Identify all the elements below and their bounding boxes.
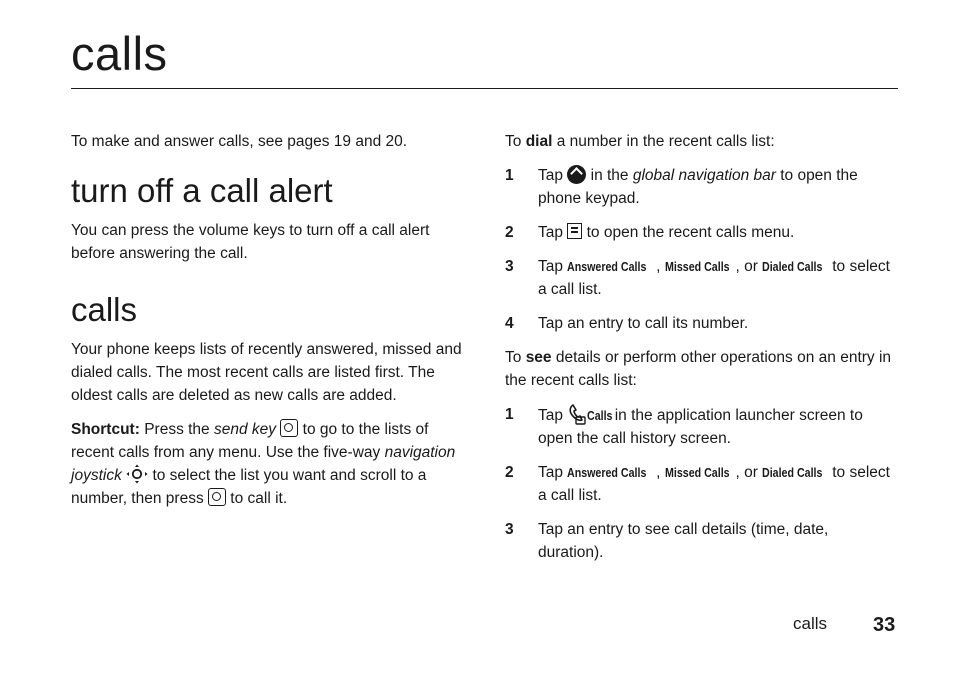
intro-text: To make and answer calls, see pages 19 and 20. bbox=[71, 133, 408, 150]
calls-app-icon bbox=[567, 403, 587, 425]
calls-text: Your phone keeps lists of recently answered, missed and dialed calls. The most recent calls are listed first. The oldest calls are deleted as new calls are added. bbox=[71, 341, 462, 404]
step-text-part: to select a call list. bbox=[538, 258, 890, 298]
dial-lead-to: To bbox=[505, 133, 526, 150]
see-lead-bold: see bbox=[525, 349, 552, 366]
step-text-part: , bbox=[656, 464, 665, 481]
step-text: Tap an entry to see call details (time, date, duration). bbox=[538, 521, 829, 561]
shortcut-text-2: to go to the lists of recent calls from any menu. Use the five-way bbox=[71, 421, 429, 461]
see-step bbox=[505, 403, 898, 450]
alert-heading: turn off a call alert bbox=[71, 172, 333, 209]
dial-step bbox=[505, 255, 898, 301]
shortcut-text-4: to call it. bbox=[226, 490, 288, 507]
step-text-part: in the application launcher screen to open the call history screen. bbox=[538, 407, 863, 447]
see-step bbox=[505, 461, 898, 507]
shortcut-text-3: to select the list you want and scroll to a number, then press bbox=[71, 467, 427, 507]
navigation-joystick-label: navigation joystick bbox=[71, 444, 456, 484]
shortcut-text-1: Press the bbox=[139, 421, 214, 438]
recent-calls-menu-icon bbox=[567, 223, 582, 239]
see-step bbox=[505, 518, 898, 564]
missed-calls-label: Missed Calls bbox=[664, 465, 730, 480]
step-text bbox=[538, 461, 898, 507]
step-text-part: to open the recent calls menu. bbox=[582, 224, 795, 241]
send-key-icon bbox=[208, 488, 226, 506]
global-nav-bar-label: global navigation bar bbox=[632, 167, 776, 184]
step-text-part: in the bbox=[586, 167, 633, 184]
answered-calls-label: Answered Calls bbox=[567, 465, 647, 480]
answered-calls-label: Answered Calls bbox=[567, 259, 647, 274]
dialed-calls-label: Dialed Calls bbox=[762, 465, 823, 480]
step-number: 2 bbox=[505, 464, 514, 481]
step-text-part: , or bbox=[735, 464, 763, 481]
page-title: calls bbox=[71, 27, 168, 80]
dial-step bbox=[505, 164, 898, 210]
step-text bbox=[538, 221, 898, 244]
dial-step bbox=[505, 312, 898, 335]
send-key-icon bbox=[280, 419, 298, 437]
dialed-calls-label: Dialed Calls bbox=[762, 259, 823, 274]
shortcut-paragraph bbox=[71, 418, 463, 510]
see-lead bbox=[505, 346, 898, 392]
left-column bbox=[71, 130, 463, 510]
step-number: 3 bbox=[505, 258, 514, 275]
step-number: 4 bbox=[505, 315, 514, 332]
navigation-joystick-icon bbox=[126, 464, 148, 484]
right-column bbox=[505, 130, 898, 564]
see-lead-to: To bbox=[505, 349, 526, 366]
step-text-part: Tap bbox=[538, 464, 568, 481]
title-divider bbox=[71, 88, 898, 89]
step-number: 1 bbox=[505, 406, 514, 423]
step-text bbox=[538, 164, 898, 210]
send-key-label: send key bbox=[213, 421, 277, 438]
step-text-part: , or bbox=[735, 258, 763, 275]
step-text-part: to select a call list. bbox=[538, 464, 890, 504]
dial-lead-rest: a number in the recent calls list: bbox=[552, 133, 775, 150]
calls-app-label: Calls bbox=[587, 408, 613, 423]
step-number: 1 bbox=[505, 167, 514, 184]
step-number: 3 bbox=[505, 521, 514, 538]
step-text-part: Tap bbox=[538, 407, 568, 424]
see-lead-rest: details or perform other operations on an entry in the recent calls list: bbox=[505, 349, 892, 389]
step-text-part: Tap bbox=[538, 258, 568, 275]
missed-calls-label: Missed Calls bbox=[664, 259, 730, 274]
step-text bbox=[538, 403, 898, 450]
alert-text: You can press the volume keys to turn off a call alert before answering the call. bbox=[71, 222, 430, 262]
step-text: Tap an entry to call its number. bbox=[538, 315, 749, 332]
shortcut-label: Shortcut: bbox=[71, 421, 140, 438]
step-text bbox=[538, 255, 898, 301]
step-text-part: Tap bbox=[538, 167, 568, 184]
step-text-part: to open the phone keypad. bbox=[538, 167, 858, 207]
step-text-part: Tap bbox=[538, 224, 568, 241]
step-text-part: , bbox=[656, 258, 665, 275]
footer-section-label: calls bbox=[793, 614, 828, 633]
page-number: 33 bbox=[873, 614, 896, 636]
calls-heading: calls bbox=[71, 291, 138, 328]
dial-lead-bold: dial bbox=[525, 133, 553, 150]
dial-lead bbox=[505, 130, 898, 153]
phone-keypad-icon bbox=[567, 165, 586, 184]
dial-step bbox=[505, 221, 898, 244]
step-number: 2 bbox=[505, 224, 514, 241]
